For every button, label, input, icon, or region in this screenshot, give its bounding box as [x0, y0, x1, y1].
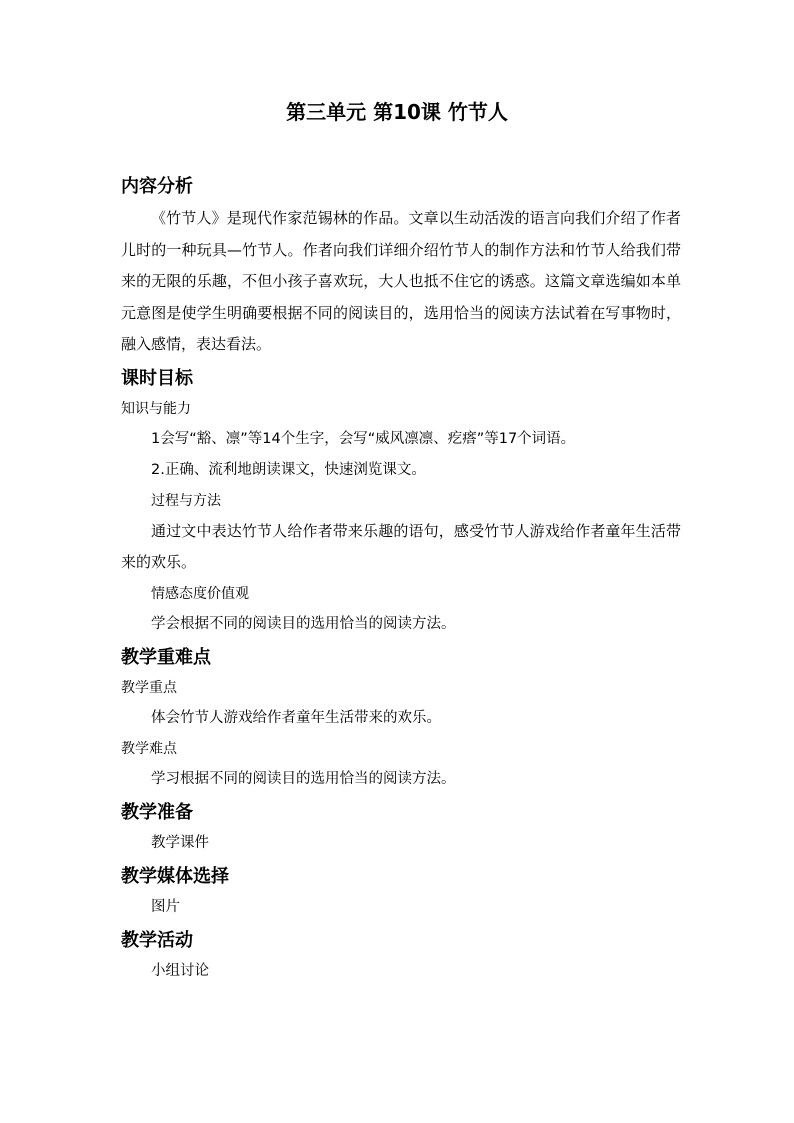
knowledge-item-1: 1会写“豁、凛”等14个生字，会写“威风凛凛、疙瘩”等17个词语。 [151, 430, 576, 447]
document-body [121, 172, 681, 987]
subheading-emotion: 情感态度价值观 [151, 585, 249, 602]
subheading-knowledge: 知识与能力 [121, 400, 191, 417]
section-heading-media: 教学媒体选择 [121, 865, 229, 887]
knowledge-item-2: 2.正确、流利地朗读课文，快速浏览课文。 [151, 461, 426, 478]
preparation-text: 教学课件 [151, 834, 209, 851]
analysis-paragraph: 《竹节人》是现代作家范锡林的作品。文章以生动活泼的语言向我们介绍了作者儿时的一种玩具—竹节人。作者向我们详细介绍竹节人的制作方法和竹节人给我们带来的无限的乐趣，不但小孩子喜欢玩，大人也抵不住它的诱惑。这篇文章选编如本单元意图是使学生明确要根据不同的阅读目的，选用恰当的阅读方法试着在写事物时，融入感情，表达看法。 [121, 209, 681, 353]
section-heading-preparation: 教学准备 [121, 801, 193, 823]
subheading-difficulty: 教学难点 [121, 740, 177, 757]
page-title: 第三单元 第10课 竹节人 [286, 100, 508, 124]
section-heading-objectives: 课时目标 [121, 367, 193, 389]
section-heading-analysis: 内容分析 [121, 176, 193, 197]
section-heading-activity: 教学活动 [121, 929, 193, 951]
difficulty-text: 学习根据不同的阅读目的选用恰当的阅读方法。 [151, 770, 456, 787]
subheading-focus: 教学重点 [121, 679, 177, 696]
process-paragraph: 通过文中表达竹节人给作者带来乐趣的语句，感受竹节人游戏给作者童年生活带来的欢乐。 [121, 521, 681, 571]
media-text: 图片 [151, 898, 180, 915]
focus-text: 体会竹节人游戏给作者童年生活带来的欢乐。 [151, 709, 441, 726]
activity-text: 小组讨论 [151, 962, 209, 979]
emotion-text: 学会根据不同的阅读目的选用恰当的阅读方法。 [151, 615, 456, 632]
subheading-process: 过程与方法 [151, 492, 221, 509]
section-heading-keypoints: 教学重难点 [121, 646, 211, 668]
